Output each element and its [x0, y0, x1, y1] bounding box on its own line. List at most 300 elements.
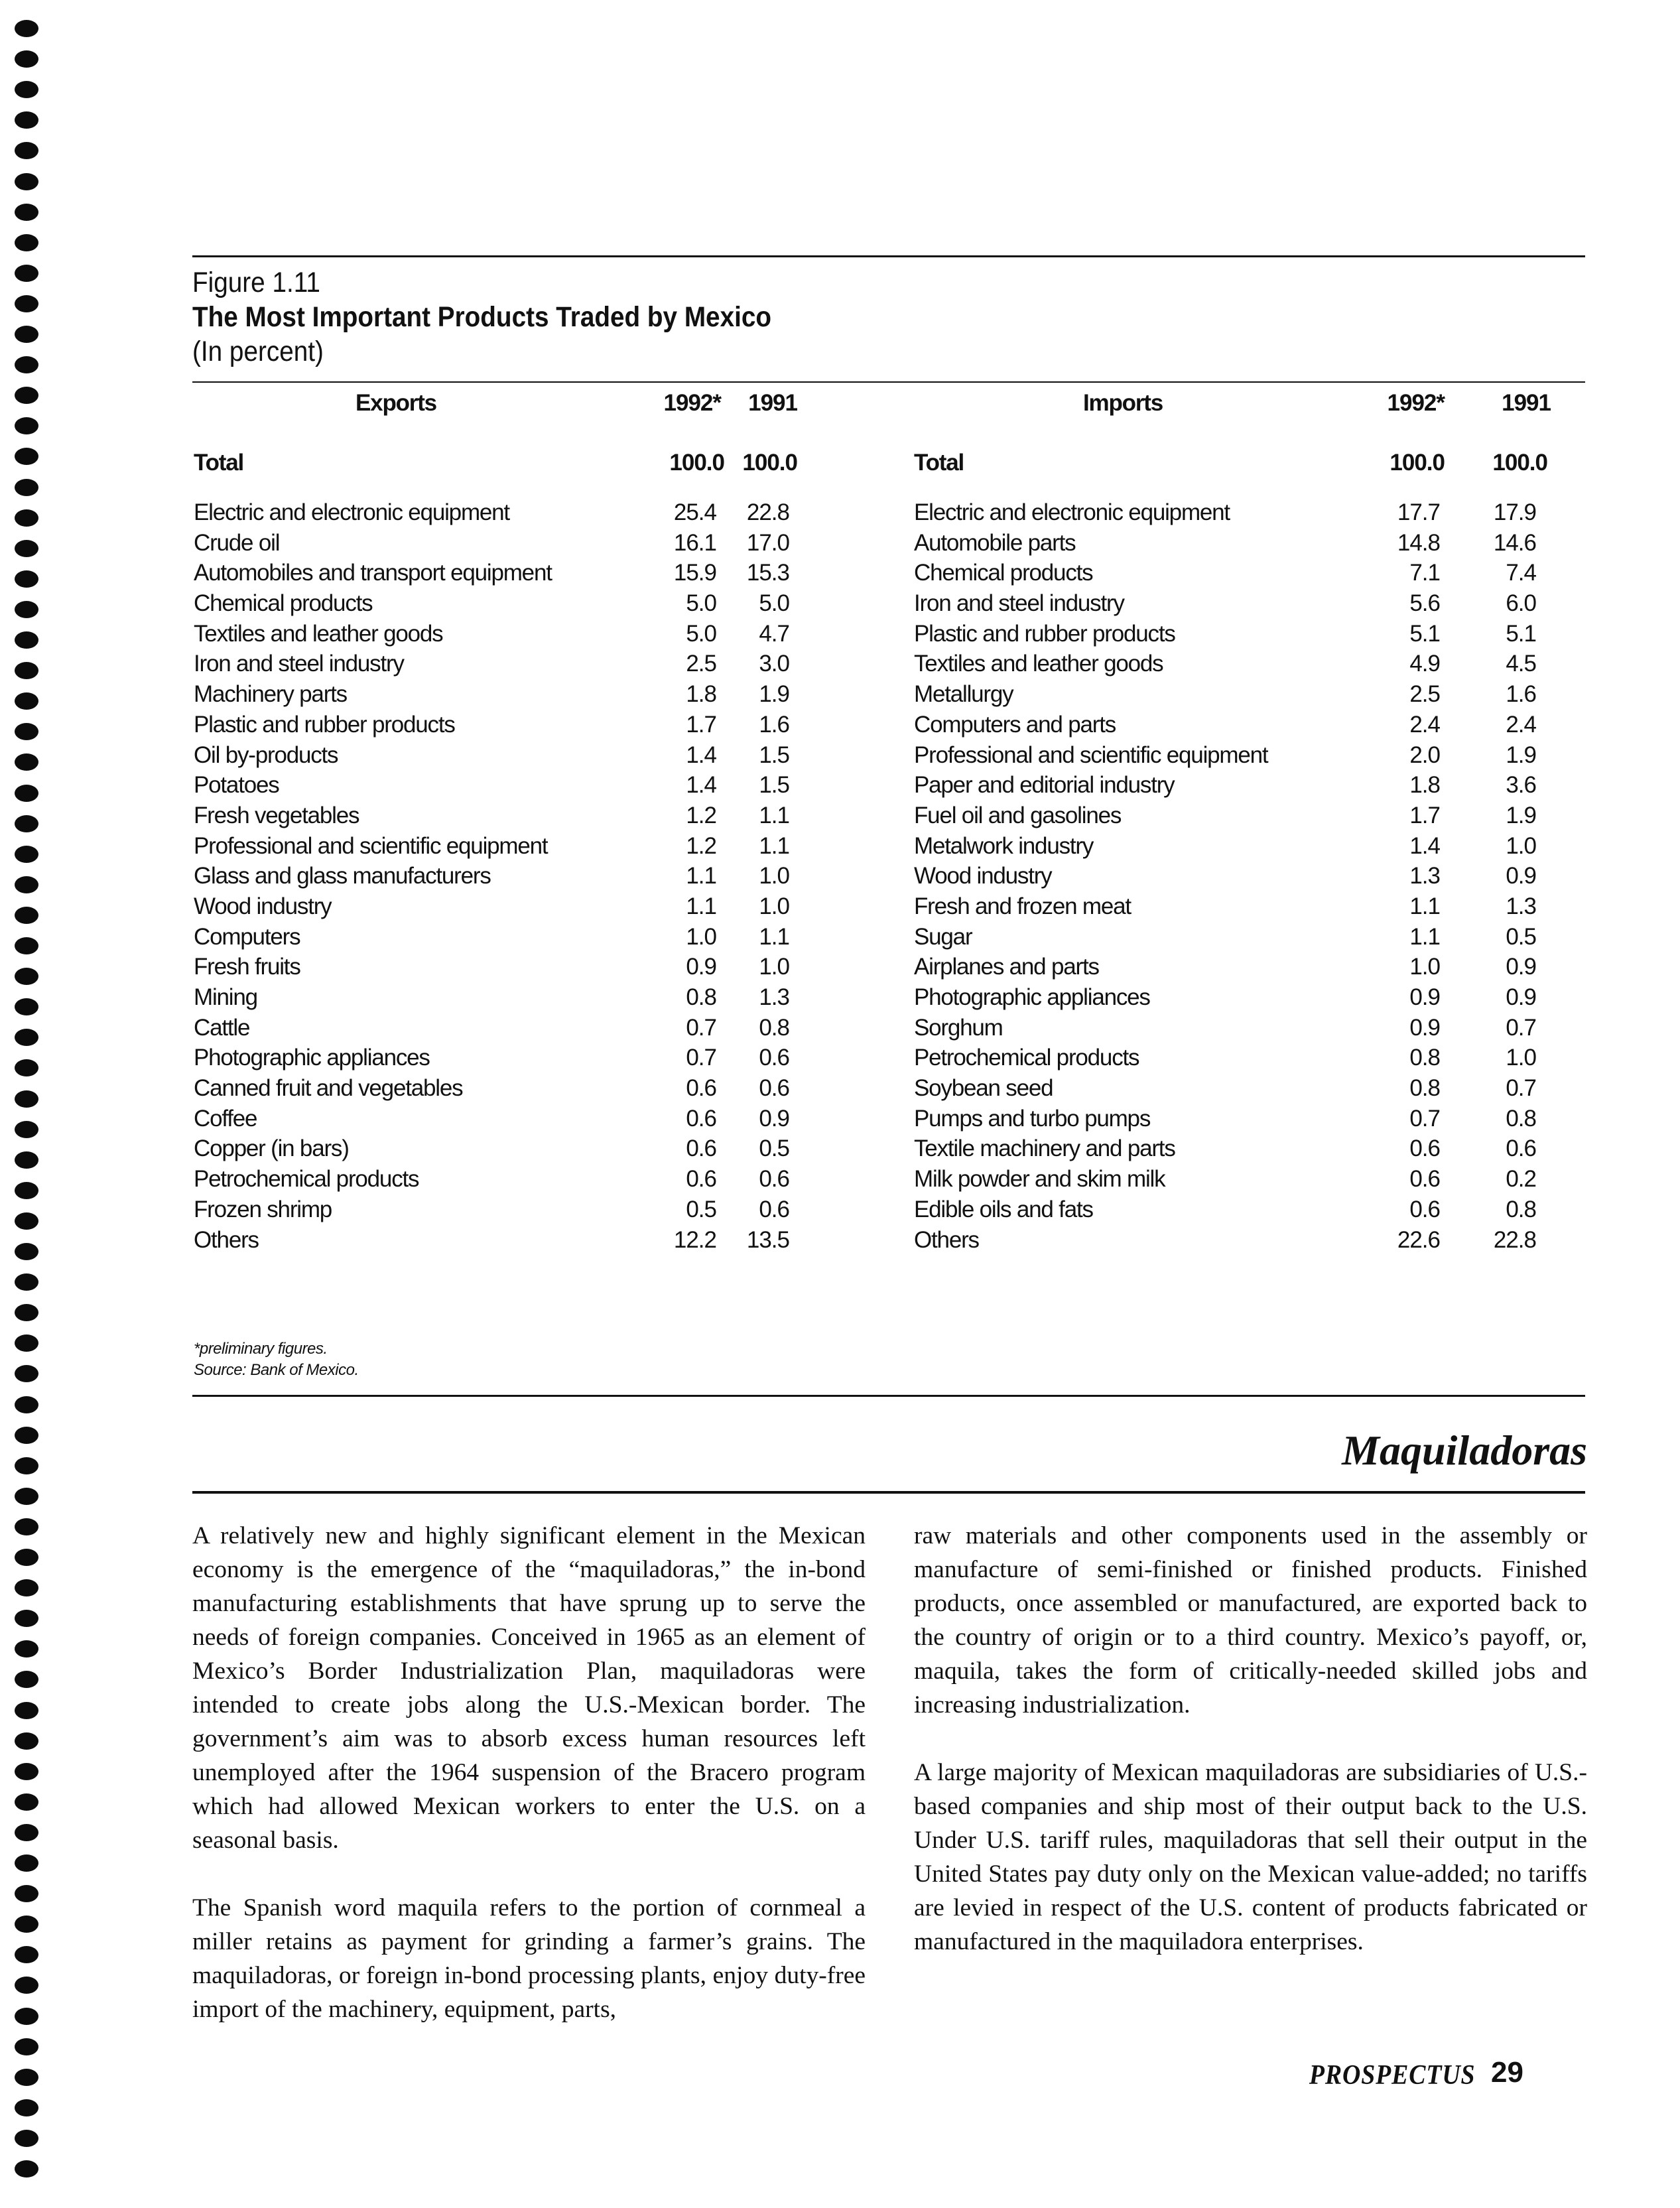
table-row: [194, 1136, 857, 1166]
row-value-1992: 1.7: [686, 711, 716, 738]
row-value-1992: 0.6: [686, 1075, 716, 1102]
binder-hole: [15, 1365, 38, 1382]
table-row: [914, 530, 1577, 560]
row-label: Others: [914, 1226, 979, 1253]
row-value-1991: 0.9: [759, 1105, 789, 1132]
imports-total-label: Total: [914, 450, 964, 476]
row-value-1991: 1.6: [1506, 681, 1536, 708]
exports-table: [194, 390, 857, 1257]
row-value-1992: 12.2: [673, 1226, 716, 1253]
row-value-1992: 0.8: [1409, 1045, 1440, 1071]
row-value-1991: 15.3: [746, 560, 789, 586]
binder-hole: [15, 1854, 38, 1872]
exports-total-label: Total: [194, 450, 244, 476]
row-label: Fresh fruits: [194, 954, 300, 980]
row-value-1992: 5.0: [686, 620, 716, 647]
row-value-1991: 0.9: [1506, 954, 1536, 980]
row-label: Sugar: [914, 923, 972, 950]
row-label: Automobiles and transport equipment: [194, 560, 552, 586]
row-label: Professional and scientific equipment: [194, 832, 548, 859]
table-row: [194, 1045, 857, 1075]
binder-hole: [15, 204, 38, 221]
binder-hole: [15, 1396, 38, 1413]
row-value-1991: 0.6: [759, 1196, 789, 1222]
row-value-1991: 0.7: [1506, 1075, 1536, 1102]
row-value-1991: 3.6: [1506, 772, 1536, 799]
binder-hole: [15, 2130, 38, 2147]
row-value-1992: 1.0: [686, 923, 716, 950]
row-value-1991: 5.0: [759, 590, 789, 617]
binder-hole: [15, 998, 38, 1015]
table-row: [194, 1106, 857, 1136]
exports-header-label: Exports: [355, 390, 436, 416]
row-label: Wood industry: [194, 893, 332, 919]
row-value-1992: 0.6: [1409, 1166, 1440, 1193]
binder-hole: [15, 1212, 38, 1230]
row-value-1992: 0.6: [686, 1136, 716, 1162]
binder-hole: [15, 234, 38, 251]
row-value-1991: 4.5: [1506, 651, 1536, 677]
binder-hole: [15, 1182, 38, 1199]
table-row: [194, 742, 857, 773]
binder-hole: [15, 937, 38, 954]
row-value-1992: 1.1: [1409, 893, 1440, 919]
body-paragraph: The Spanish word maquila refers to the portion of cornmeal a miller retains as payment for grinding a farmer’s grains. The maquiladoras, or foreign in-bond processing plants, enjoy duty-free import of the machinery, equipment, parts,: [192, 1894, 866, 2023]
row-value-1992: 0.5: [686, 1196, 716, 1222]
binder-hole: [15, 815, 38, 832]
row-value-1991: 1.5: [759, 742, 789, 768]
row-value-1991: 0.9: [1506, 984, 1536, 1010]
binder-hole: [15, 692, 38, 710]
row-value-1991: 1.0: [759, 863, 789, 889]
table-row: [914, 1106, 1577, 1136]
row-label: Potatoes: [194, 772, 279, 799]
binder-hole: [15, 753, 38, 771]
row-label: Photographic appliances: [914, 984, 1150, 1010]
binder-hole: [15, 1885, 38, 1902]
table-row: [194, 712, 857, 742]
table-row: [914, 1015, 1577, 1045]
exports-total-row: [194, 450, 857, 489]
row-label: Others: [194, 1226, 259, 1253]
binder-hole: [15, 540, 38, 557]
binder-hole: [15, 448, 38, 465]
binder-hole: [15, 1304, 38, 1321]
body-paragraph: raw materials and other components used in the assembly or manufacture of semi-finished or finished products. Finished products, once assembled or manufactured, are exported back to the country of origin or to a third country. Mexico’s payoff, or, maquila, takes the form of critically-needed skilled jobs and increasing industrialization.: [914, 1522, 1587, 1719]
row-value-1992: 2.5: [686, 651, 716, 677]
row-value-1992: 0.9: [1409, 984, 1440, 1010]
table-row: [194, 893, 857, 924]
row-value-1991: 4.7: [759, 620, 789, 647]
row-value-1991: 0.8: [1506, 1105, 1536, 1132]
row-value-1991: 1.0: [1506, 1045, 1536, 1071]
row-label: Frozen shrimp: [194, 1196, 332, 1222]
row-value-1992: 16.1: [673, 529, 716, 556]
row-value-1991: 13.5: [746, 1226, 789, 1253]
figure-top-rule: [192, 255, 1585, 257]
table-row: [914, 651, 1577, 681]
row-label: Sorghum: [914, 1014, 1003, 1041]
row-label: Textile machinery and parts: [914, 1136, 1175, 1162]
row-value-1991: 17.0: [746, 529, 789, 556]
exports-total-1991: 100.0: [742, 450, 797, 476]
figure-label: Figure 1.11: [192, 267, 320, 298]
row-label: Fresh vegetables: [194, 802, 359, 828]
binder-hole: [15, 876, 38, 893]
footnote-source: Source: Bank of Mexico.: [194, 1361, 359, 1379]
row-label: Computers: [194, 923, 300, 950]
binder-hole: [15, 1640, 38, 1657]
table-row: [914, 863, 1577, 893]
prospectus-logo: PROSPECTUS: [1309, 2060, 1476, 2091]
table-row: [914, 712, 1577, 742]
table-row: [914, 590, 1577, 621]
binder-hole: [15, 2038, 38, 2055]
row-value-1992: 1.4: [686, 772, 716, 799]
row-label: Mining: [194, 984, 257, 1010]
binder-hole: [15, 1763, 38, 1780]
imports-total-row: [914, 450, 1577, 489]
row-value-1992: 0.7: [1409, 1105, 1440, 1132]
row-value-1992: 1.8: [686, 681, 716, 708]
row-value-1991: 2.4: [1506, 711, 1536, 738]
row-value-1992: 1.4: [686, 742, 716, 768]
binder-hole: [15, 20, 38, 37]
row-value-1991: 1.1: [759, 802, 789, 828]
table-row: [914, 1136, 1577, 1166]
imports-header-label: Imports: [1083, 390, 1163, 416]
footnote-preliminary: *preliminary figures.: [194, 1340, 328, 1358]
row-value-1992: 0.8: [1409, 1075, 1440, 1102]
binder-hole: [15, 2008, 38, 2025]
row-value-1992: 1.1: [686, 893, 716, 919]
table-row: [914, 1045, 1577, 1075]
row-label: Coffee: [194, 1105, 257, 1132]
row-label: Iron and steel industry: [914, 590, 1124, 617]
section-rule: [192, 1491, 1585, 1494]
row-label: Electric and electronic equipment: [914, 499, 1230, 525]
binder-hole: [15, 723, 38, 740]
row-value-1991: 0.5: [759, 1136, 789, 1162]
table-row: [914, 1075, 1577, 1106]
imports-header-1991: 1991: [1502, 390, 1551, 416]
binder-hole: [15, 1610, 38, 1627]
row-label: Petrochemical products: [194, 1166, 419, 1193]
section-title: Maquiladoras: [1342, 1427, 1587, 1474]
row-label: Milk powder and skim milk: [914, 1166, 1165, 1193]
row-label: Metallurgy: [914, 681, 1013, 708]
binder-hole: [15, 907, 38, 924]
binder-hole: [15, 570, 38, 588]
body-paragraph: A relatively new and highly significant element in the Mexican economy is the emergence of the “maquiladoras,” the in-bond manufacturing establishments that have sprung up to serve the needs of foreign companies. Conceived in 1965 as an element of Mexico’s Border Industrialization Plan, maquiladoras were intended to create jobs along the U.S.-Mexican border. The government’s aim was to absorb excess human resources left unemployed after the 1964 suspension of the Bracero program which had allowed Mexican workers to enter the U.S. on a seasonal basis.: [192, 1522, 866, 1854]
row-label: Soybean seed: [914, 1075, 1053, 1102]
row-label: Pumps and turbo pumps: [914, 1105, 1151, 1132]
binder-holes: [15, 13, 41, 2202]
table-row: [914, 1166, 1577, 1197]
binder-hole: [15, 1029, 38, 1046]
table-row: [194, 863, 857, 893]
binder-hole: [15, 50, 38, 68]
row-label: Textiles and leather goods: [194, 620, 443, 647]
table-top-rule: [192, 381, 1585, 383]
table-row: [914, 833, 1577, 864]
row-label: Petrochemical products: [914, 1045, 1139, 1071]
binder-hole: [15, 1702, 38, 1719]
table-row: [914, 1227, 1577, 1258]
table-row: [194, 772, 857, 803]
row-label: Computers and parts: [914, 711, 1116, 738]
row-label: Plastic and rubber products: [194, 711, 455, 738]
table-row: [194, 984, 857, 1015]
imports-table: [914, 390, 1577, 1257]
row-value-1992: 4.9: [1409, 651, 1440, 677]
binder-hole: [15, 1916, 38, 1933]
table-row: [914, 924, 1577, 954]
binder-hole: [15, 1732, 38, 1750]
row-value-1992: 1.1: [1409, 923, 1440, 950]
row-value-1992: 14.8: [1397, 529, 1440, 556]
table-row: [194, 560, 857, 590]
row-value-1992: 17.7: [1397, 499, 1440, 525]
row-value-1991: 14.6: [1493, 529, 1536, 556]
table-row: [914, 954, 1577, 984]
table-row: [194, 954, 857, 984]
row-label: Crude oil: [194, 529, 280, 556]
binder-hole: [15, 1243, 38, 1260]
row-value-1991: 17.9: [1493, 499, 1536, 525]
row-label: Edible oils and fats: [914, 1196, 1093, 1222]
table-row: [914, 803, 1577, 833]
row-value-1992: 1.3: [1409, 863, 1440, 889]
exports-header-row: [194, 390, 857, 430]
row-value-1992: 15.9: [673, 560, 716, 586]
row-value-1992: 2.4: [1409, 711, 1440, 738]
exports-header-1991: 1991: [748, 390, 797, 416]
row-value-1991: 1.0: [1506, 832, 1536, 859]
row-value-1992: 1.0: [1409, 954, 1440, 980]
binder-hole: [15, 1977, 38, 1994]
row-value-1992: 1.4: [1409, 832, 1440, 859]
table-row: [194, 1197, 857, 1227]
row-label: Canned fruit and vegetables: [194, 1075, 463, 1102]
table-row: [194, 590, 857, 621]
table-row: [194, 681, 857, 712]
table-row: [914, 621, 1577, 651]
binder-hole: [15, 417, 38, 434]
exports-total-1992: 100.0: [669, 450, 724, 476]
row-label: Fresh and frozen meat: [914, 893, 1131, 919]
row-value-1992: 25.4: [673, 499, 716, 525]
row-value-1992: 0.8: [686, 984, 716, 1010]
row-value-1991: 1.0: [759, 954, 789, 980]
row-value-1992: 0.6: [1409, 1136, 1440, 1162]
row-label: Electric and electronic equipment: [194, 499, 509, 525]
row-value-1991: 0.6: [759, 1075, 789, 1102]
binder-hole: [15, 111, 38, 129]
row-value-1991: 0.6: [759, 1045, 789, 1071]
binder-hole: [15, 601, 38, 618]
binder-hole: [15, 1059, 38, 1076]
row-label: Professional and scientific equipment: [914, 742, 1268, 768]
row-value-1991: 0.7: [1506, 1014, 1536, 1041]
row-value-1991: 1.1: [759, 832, 789, 859]
row-value-1991: 1.3: [1506, 893, 1536, 919]
row-label: Wood industry: [914, 863, 1052, 889]
table-row: [194, 1075, 857, 1106]
exports-header-1992: 1992*: [663, 390, 721, 416]
row-value-1991: 0.2: [1506, 1166, 1536, 1193]
binder-hole: [15, 2099, 38, 2116]
table-row: [194, 833, 857, 864]
binder-hole: [15, 1151, 38, 1169]
row-label: Automobile parts: [914, 529, 1076, 556]
binder-hole: [15, 2069, 38, 2086]
row-label: Machinery parts: [194, 681, 347, 708]
table-row: [194, 1166, 857, 1197]
row-value-1992: 1.2: [686, 832, 716, 859]
body-column-right: [914, 1519, 1587, 1992]
imports-total-1991: 100.0: [1492, 450, 1547, 476]
table-row: [194, 499, 857, 530]
row-value-1991: 0.8: [759, 1014, 789, 1041]
table-row: [914, 984, 1577, 1015]
table-row: [194, 651, 857, 681]
binder-hole: [15, 142, 38, 159]
binder-hole: [15, 1273, 38, 1291]
row-value-1991: 1.3: [759, 984, 789, 1010]
row-label: Copper (in bars): [194, 1136, 349, 1162]
binder-hole: [15, 1488, 38, 1505]
row-label: Glass and glass manufacturers: [194, 863, 491, 889]
row-label: Paper and editorial industry: [914, 772, 1175, 799]
table-row: [914, 681, 1577, 712]
binder-hole: [15, 356, 38, 373]
row-value-1991: 0.9: [1506, 863, 1536, 889]
row-value-1991: 0.8: [1506, 1196, 1536, 1222]
figure-bottom-rule: [192, 1395, 1585, 1397]
row-value-1991: 7.4: [1506, 560, 1536, 586]
table-row: [914, 742, 1577, 773]
table-row: [914, 772, 1577, 803]
binder-hole: [15, 785, 38, 802]
row-label: Airplanes and parts: [914, 954, 1099, 980]
table-row: [914, 1197, 1577, 1227]
row-label: Cattle: [194, 1014, 250, 1041]
row-value-1992: 5.6: [1409, 590, 1440, 617]
binder-hole: [15, 265, 38, 282]
row-label: Metalwork industry: [914, 832, 1094, 859]
binder-hole: [15, 631, 38, 649]
row-label: Oil by-products: [194, 742, 338, 768]
row-value-1991: 1.9: [1506, 802, 1536, 828]
row-value-1992: 1.8: [1409, 772, 1440, 799]
row-value-1992: 5.1: [1409, 620, 1440, 647]
binder-hole: [15, 1121, 38, 1138]
row-value-1991: 0.5: [1506, 923, 1536, 950]
binder-hole: [15, 326, 38, 343]
row-value-1992: 7.1: [1409, 560, 1440, 586]
table-row: [914, 893, 1577, 924]
row-value-1991: 0.6: [759, 1166, 789, 1193]
imports-header-row: [914, 390, 1577, 430]
row-value-1992: 1.7: [1409, 802, 1440, 828]
table-row: [194, 924, 857, 954]
row-value-1992: 1.2: [686, 802, 716, 828]
figure-subtitle: (In percent): [192, 336, 324, 367]
binder-hole: [15, 1334, 38, 1352]
imports-total-1992: 100.0: [1389, 450, 1445, 476]
binder-hole: [15, 1457, 38, 1474]
row-value-1991: 0.6: [1506, 1136, 1536, 1162]
row-value-1991: 1.1: [759, 923, 789, 950]
row-value-1992: 5.0: [686, 590, 716, 617]
body-paragraph: A large majority of Mexican maquiladoras are subsidiaries of U.S.-based companies and ship most of their output back to the U.S. Under U.S. tariff rules, maquiladoras that sell their output in the United States pay duty only on the Mexican value-added; no tariffs are levied in respect of the U.S. content of products fabricated or manufactured in the maquiladora enterprises.: [914, 1759, 1587, 1955]
row-value-1991: 22.8: [746, 499, 789, 525]
table-row: [914, 499, 1577, 530]
table-row: [194, 1227, 857, 1258]
binder-hole: [15, 295, 38, 312]
binder-hole: [15, 2160, 38, 2177]
row-value-1992: 22.6: [1397, 1226, 1440, 1253]
binder-hole: [15, 509, 38, 527]
table-row: [194, 530, 857, 560]
binder-hole: [15, 173, 38, 190]
row-label: Chemical products: [914, 560, 1093, 586]
binder-hole: [15, 1427, 38, 1444]
binder-hole: [15, 846, 38, 863]
binder-hole: [15, 1946, 38, 1963]
row-value-1991: 5.1: [1506, 620, 1536, 647]
row-value-1991: 1.5: [759, 772, 789, 799]
row-value-1992: 0.7: [686, 1045, 716, 1071]
table-row: [194, 1015, 857, 1045]
binder-hole: [15, 1549, 38, 1566]
binder-hole: [15, 387, 38, 404]
row-value-1992: 0.9: [686, 954, 716, 980]
row-value-1992: 0.6: [686, 1105, 716, 1132]
row-value-1992: 1.1: [686, 863, 716, 889]
row-label: Textiles and leather goods: [914, 651, 1163, 677]
table-row: [194, 621, 857, 651]
row-value-1991: 1.9: [1506, 742, 1536, 768]
figure-title: The Most Important Products Traded by Mexico: [192, 301, 772, 333]
binder-hole: [15, 1518, 38, 1535]
row-value-1991: 1.6: [759, 711, 789, 738]
binder-hole: [15, 1090, 38, 1108]
row-value-1992: 2.5: [1409, 681, 1440, 708]
row-label: Iron and steel industry: [194, 651, 404, 677]
body-column-left: [192, 1519, 866, 2060]
binder-hole: [15, 662, 38, 679]
binder-hole: [15, 1579, 38, 1596]
page-number: 29: [1491, 2056, 1523, 2089]
row-value-1992: 0.6: [686, 1166, 716, 1193]
table-row: [194, 803, 857, 833]
binder-hole: [15, 968, 38, 985]
row-value-1992: 0.9: [1409, 1014, 1440, 1041]
row-label: Photographic appliances: [194, 1045, 430, 1071]
imports-header-1992: 1992*: [1387, 390, 1445, 416]
binder-hole: [15, 81, 38, 98]
row-value-1991: 3.0: [759, 651, 789, 677]
row-label: Plastic and rubber products: [914, 620, 1175, 647]
row-value-1992: 2.0: [1409, 742, 1440, 768]
row-value-1991: 22.8: [1493, 1226, 1536, 1253]
row-value-1991: 1.9: [759, 681, 789, 708]
row-value-1991: 6.0: [1506, 590, 1536, 617]
row-value-1992: 0.7: [686, 1014, 716, 1041]
row-label: Fuel oil and gasolines: [914, 802, 1122, 828]
